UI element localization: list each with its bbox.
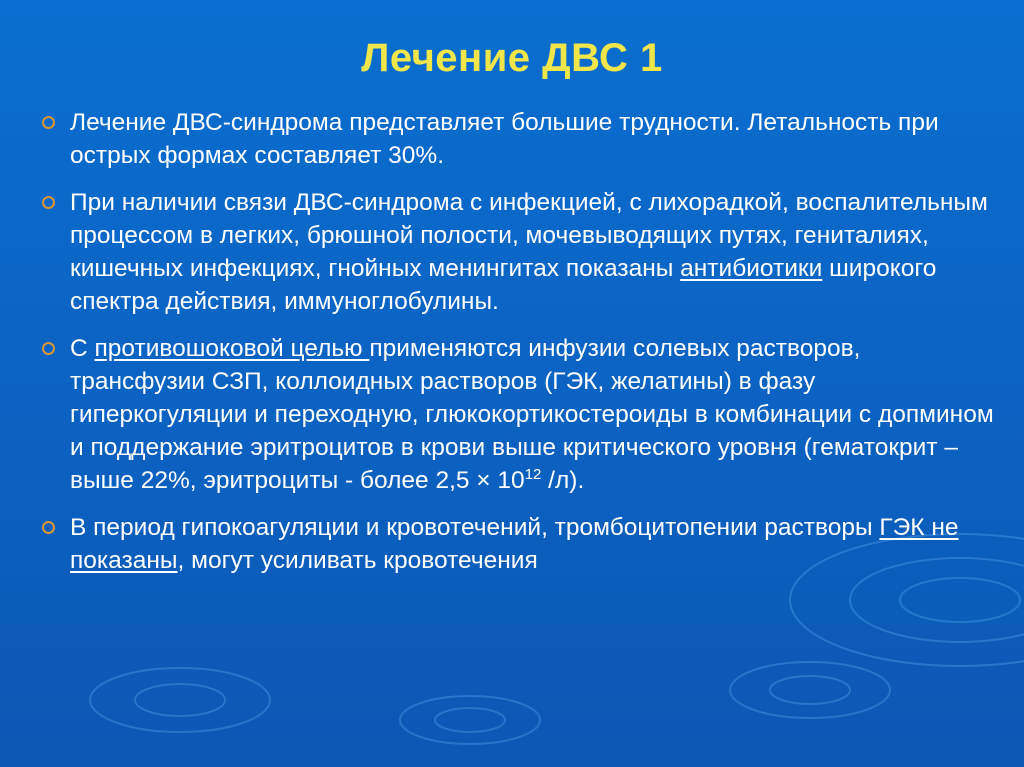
exponent: 12	[524, 465, 542, 483]
bullet-text: В период гипокоагуляции и кровотечений, тромбоцитопении растворы	[70, 514, 880, 541]
bullet-item	[38, 186, 998, 318]
hes-not-indicated-link[interactable]: ГЭК не показаны	[70, 514, 959, 574]
bullet-text: /л).	[541, 467, 585, 494]
slide-content	[38, 106, 998, 577]
circle-bullet-icon	[42, 116, 55, 129]
circle-bullet-icon	[42, 342, 55, 355]
circle-bullet-icon	[42, 521, 55, 534]
bullet-text: При наличии связи ДВС-синдрома с инфекцией, с лихорадкой, воспалительным процессом в легких, брюшной полости, мочевыводящих путях, гениталиях, кишечных инфекциях, гнойных менингитах показаны	[70, 189, 988, 282]
bullet-text: Лечение ДВС-синдрома представляет большие трудности. Летальность при острых формах составляет 30%.	[70, 109, 939, 169]
antishock-link[interactable]: противошоковой целью	[94, 335, 370, 362]
bullet-item	[38, 332, 998, 497]
bullet-text: применяются инфузии солевых растворов, трансфузии СЗП, коллоидных растворов (ГЭК, желатины) в фазу гиперкогуляции и переходную, глюкокортикостероиды в комбинации с допмином и поддержание эритроцитов в крови выше критического уровня (гематокрит – выше 22%, эритроциты - более 2,5 × 10	[70, 335, 994, 494]
slide-title: Лечение ДВС 1	[361, 36, 663, 80]
bullet-text: С	[70, 335, 95, 362]
circle-bullet-icon	[42, 196, 55, 209]
bullet-item	[38, 106, 998, 172]
bullet-item	[38, 511, 998, 577]
antibiotics-link[interactable]: антибиотики	[680, 255, 823, 282]
bullet-text: , могут усиливать кровотечения	[177, 547, 538, 574]
bullet-text: широкого спектра действия, иммуноглобулины.	[70, 255, 937, 315]
